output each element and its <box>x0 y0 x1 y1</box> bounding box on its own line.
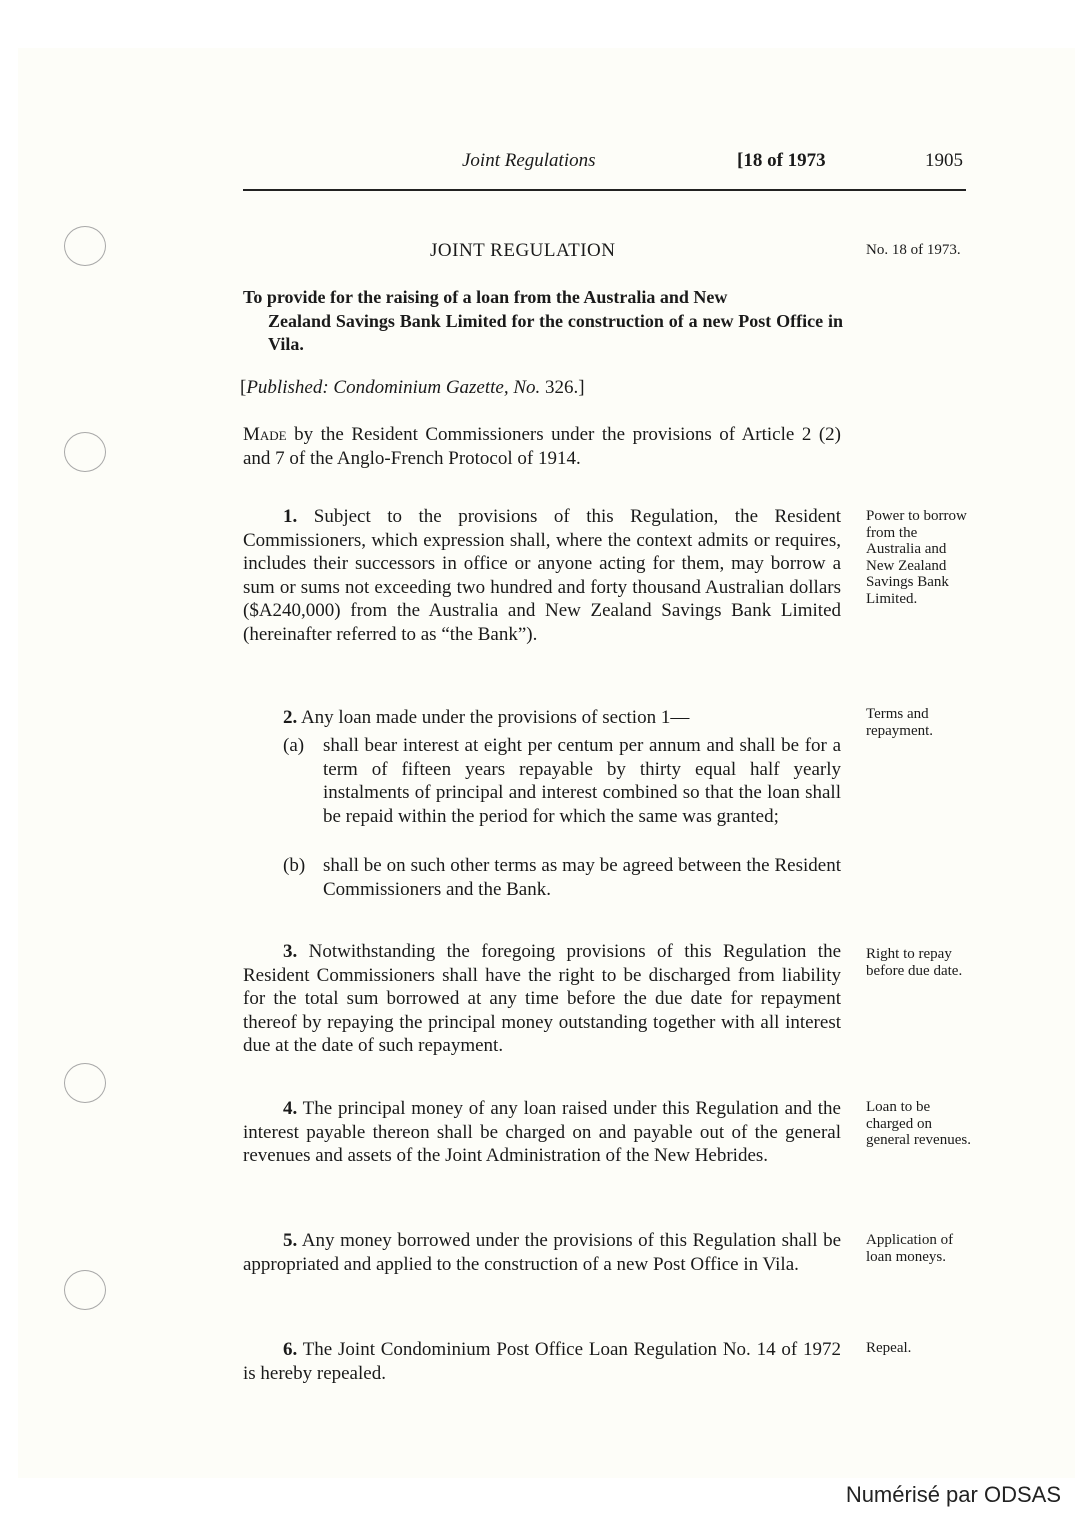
item-text: shall bear interest at eight per centum per annum and shall be for a term of fifteen years repayable by thirty equal half yearly instalments of principal and interest combined so that the loan shall be repaid within the period for which the same was granted; <box>323 735 841 827</box>
section-number: 1. <box>283 506 298 527</box>
regulation-title <box>243 286 843 357</box>
running-header-reference: [18 of 1973 <box>737 150 826 171</box>
section-text: Any money borrowed under the provisions of this Regulation shall be appropriated and applied to the construction of a new Post Office in Vila. <box>243 1230 841 1275</box>
section-number: 2. <box>283 707 298 728</box>
gazette-number: 326.] <box>540 377 585 398</box>
enacting-clause <box>243 423 841 470</box>
margin-note-section-2: Terms and repayment. <box>866 706 934 739</box>
regulation-title-rest: Zealand Savings Bank Limited for the construction of a new Post Office in Vila. <box>268 310 843 354</box>
section-text: The principal money of any loan raised under this Regulation and the interest payable thereon shall be charged on and payable out of the general revenues and assets of the Joint Administration of the New Hebrides. <box>243 1098 841 1166</box>
punch-hole <box>64 432 106 472</box>
margin-note-section-6: Repeal. <box>866 1340 912 1356</box>
digitization-stamp: Numérisé par ODSAS <box>845 1482 1061 1507</box>
punch-hole <box>64 1063 106 1103</box>
section-text: Any loan made under the provisions of section 1— <box>297 707 690 728</box>
punch-hole <box>64 226 106 266</box>
section-6 <box>243 1338 841 1385</box>
punch-hole <box>64 1270 106 1310</box>
document-heading: JOINT REGULATION <box>430 240 616 261</box>
section-number: 6. <box>283 1339 298 1360</box>
item-label: (b) <box>283 855 306 876</box>
margin-note-section-1: Power to borrow from the Australia and New Zealand Savings Bank Limited. <box>866 508 967 607</box>
margin-note-regulation-number: No. 18 of 1973. <box>866 242 961 258</box>
publication-note: [Published: Condominium Gazette, No. 326.] <box>240 377 585 398</box>
item-text: shall be on such other terms as may be agreed between the Resident Commissioners and the Bank. <box>323 855 841 900</box>
section-text: Notwithstanding the foregoing provisions of this Regulation the Resident Commissioners shall have the right to be discharged from liability for the total sum borrowed at any time before the due date for repayment thereof by repaying the principal money outstanding together with all interest due at the date of such repayment. <box>243 941 841 1056</box>
section-number: 3. <box>283 941 298 962</box>
section-5 <box>243 1229 841 1276</box>
enacting-text: by the Resident Commissioners under the provisions of Article 2 (2) and 7 of the Anglo-French Protocol of 1914. <box>243 424 841 469</box>
publication-label: Published: Condominium Gazette, No. <box>246 377 541 398</box>
section-2 <box>243 706 841 730</box>
section-4 <box>243 1097 841 1168</box>
regulation-title-line1: To provide for the raising of a loan from the Australia and New <box>243 287 728 307</box>
section-2-item-b <box>283 854 841 901</box>
section-number: 4. <box>283 1098 298 1119</box>
margin-note-section-3: Right to repay before due date. <box>866 946 963 979</box>
page-number: 1905 <box>925 150 963 171</box>
running-header-title: Joint Regulations <box>462 150 596 171</box>
section-number: 5. <box>283 1230 298 1251</box>
section-2-item-a <box>283 734 841 828</box>
item-label: (a) <box>283 735 305 756</box>
section-1 <box>243 505 841 646</box>
section-text: Subject to the provisions of this Regulation, the Resident Commissioners, which expression shall, where the context admits or requires, includes their successors in office or anyone acting for them, may borrow a sum or sums not exceeding two hundred and forty thousand Australian dollars ($A240,000) from the Australia and New Zealand Savings Bank Limited (hereinafter referred to as “the Bank”). <box>243 506 841 645</box>
section-text: The Joint Condominium Post Office Loan Regulation No. 14 of 1972 is hereby repealed. <box>243 1339 841 1384</box>
margin-note-section-4: Loan to be charged on general revenues. <box>866 1099 971 1148</box>
header-rule <box>243 189 966 191</box>
enacting-lead-word: Made <box>243 424 287 445</box>
margin-note-section-5: Application of loan moneys. <box>866 1232 954 1265</box>
section-3 <box>243 940 841 1058</box>
